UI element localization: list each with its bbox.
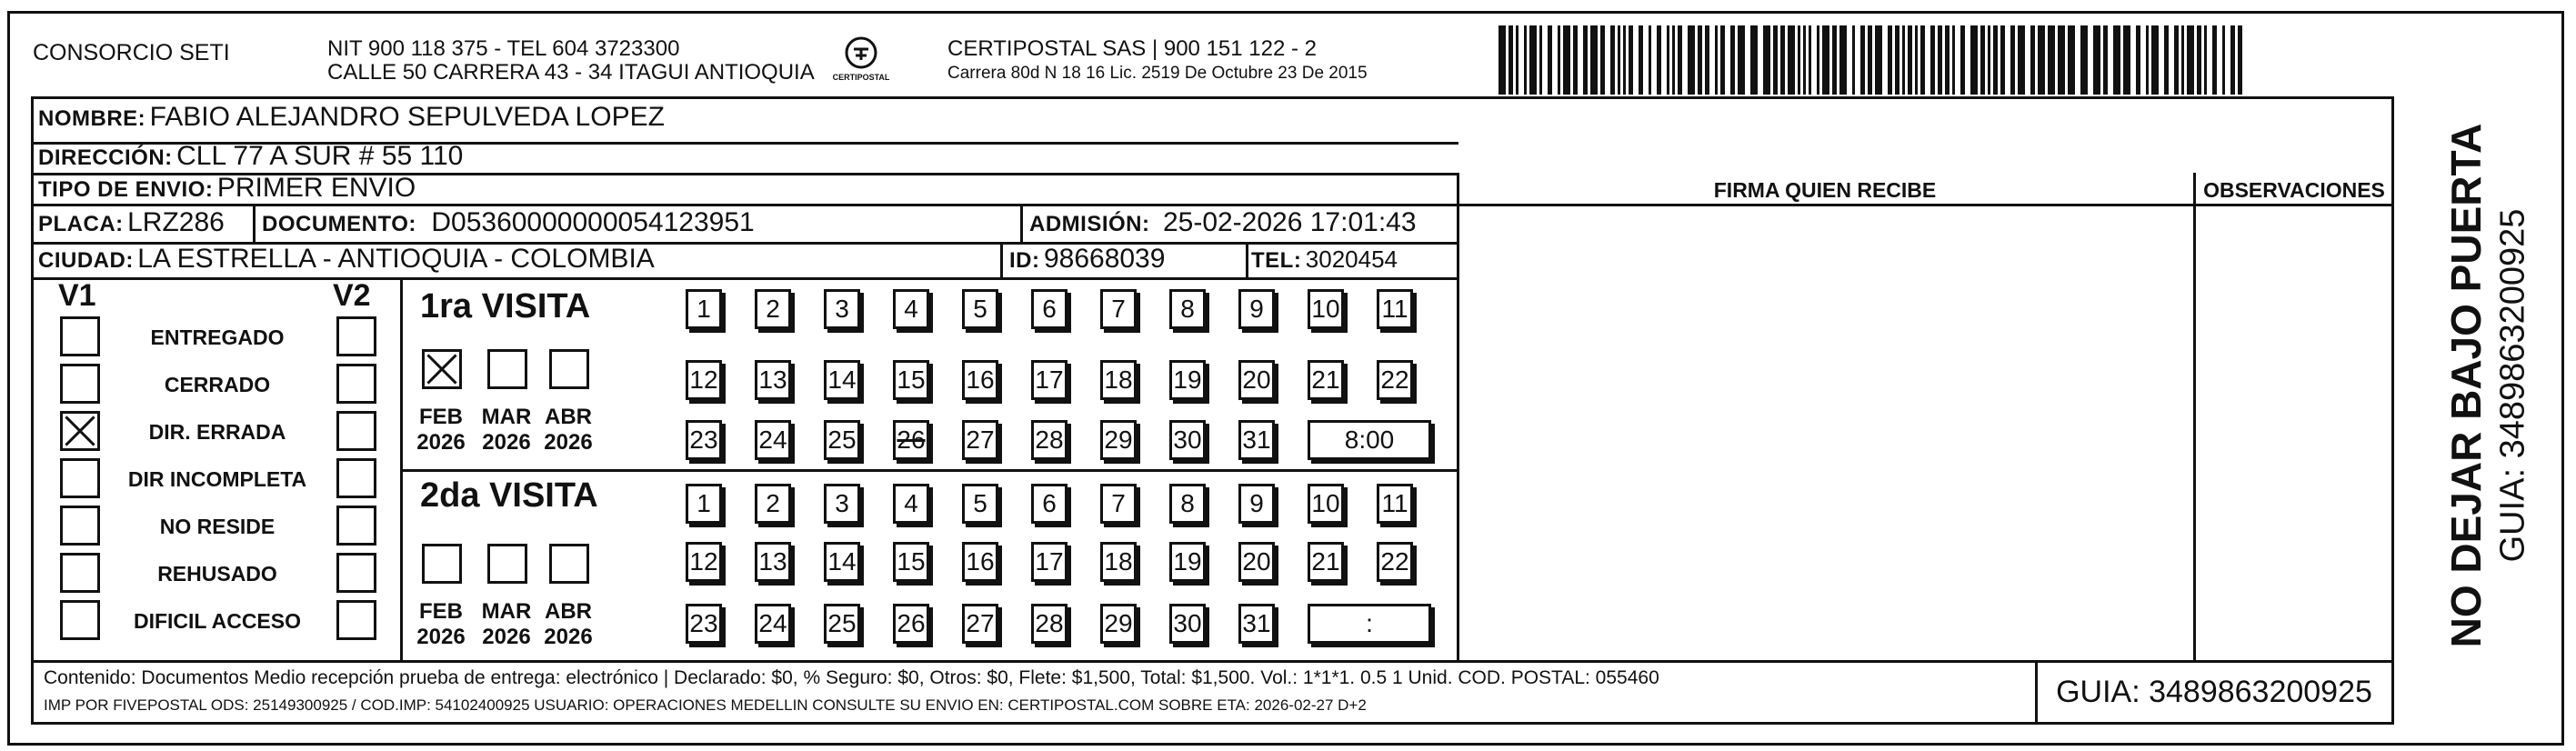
barcode-bar (2113, 25, 2120, 95)
barcode-bar (1672, 25, 1675, 95)
barcode-bar (1715, 25, 1718, 95)
second-month-year: 2026 (482, 625, 531, 649)
first-day-box[interactable]: 2 (755, 289, 791, 329)
first-month-year: 2026 (416, 430, 466, 455)
first-day-box[interactable]: 5 (962, 289, 998, 329)
second-day-box[interactable]: 4 (893, 484, 929, 524)
second-day-box[interactable]: 25 (824, 604, 860, 644)
grid-line (31, 722, 2393, 725)
id-cell (1009, 244, 1165, 275)
barcode-bar (1860, 25, 1865, 95)
barcode-bar (2151, 25, 2159, 95)
status-label: DIR INCOMPLETA (127, 467, 307, 491)
barcode-bar (1730, 25, 1735, 95)
barcode-bar (1529, 25, 1537, 95)
barcode-bar (1667, 25, 1669, 95)
license-line: Carrera 80d N 18 16 Lic. 2519 De Octubre 23 De 2015 (947, 64, 1368, 83)
second-day-box[interactable]: 21 (1308, 542, 1344, 582)
barcode-bar (1952, 25, 1955, 95)
barcode-bar (1920, 25, 1925, 95)
first-month-year: 2026 (482, 430, 531, 455)
barcode-bar (1623, 25, 1626, 95)
v2-checkbox[interactable] (336, 411, 376, 451)
status-label: DIFICIL ACCESO (133, 609, 301, 633)
tel-value: 3020454 (1305, 245, 1398, 273)
barcode-bar (1970, 25, 1978, 95)
ciudad-cell (38, 244, 655, 275)
second-day-box[interactable]: 28 (1031, 604, 1067, 644)
firma-heading: FIRMA QUIEN RECIBE (1713, 178, 1937, 202)
barcode-bar (2000, 25, 2005, 95)
grid-line (2193, 173, 2196, 660)
second-day-box[interactable]: 9 (1238, 484, 1275, 524)
barcode-bar (1852, 25, 1855, 95)
first-month-year: 2026 (544, 430, 593, 455)
barcode-bar (2164, 25, 2169, 95)
v2-checkbox[interactable] (336, 553, 376, 593)
barcode-bar (1763, 25, 1770, 95)
grid-line (1000, 242, 1003, 277)
grid-line (1457, 173, 1459, 660)
observaciones-heading: OBSERVACIONES (2203, 178, 2385, 202)
barcode-bar (2230, 25, 2235, 95)
barcode-bar (2018, 25, 2025, 95)
barcode-bar (1678, 25, 1682, 95)
second-day-box[interactable]: 3 (824, 484, 860, 524)
second-visit-title: 2da VISITA (420, 476, 598, 515)
barcode-bar (1498, 25, 1506, 95)
first-month-label: FEB (419, 405, 463, 429)
barcode-bar (1639, 25, 1643, 95)
second-day-box[interactable]: 27 (962, 604, 998, 644)
second-day-box[interactable]: 16 (962, 542, 998, 582)
second-day-box[interactable]: 23 (686, 604, 722, 644)
barcode-bar (1832, 25, 1837, 95)
barcode-bar (2174, 25, 2179, 95)
admision-value: 25-02-2026 17:01:43 (1162, 207, 1417, 237)
grid-line (31, 96, 2393, 99)
certipostal-line: CERTIPOSTAL SAS | 900 151 122 - 2 (947, 36, 1317, 61)
barcode-bar (1688, 25, 1695, 95)
status-label: NO RESIDE (159, 515, 276, 538)
first-day-box[interactable]: 4 (893, 289, 929, 329)
footer-guia: GUIA: 3489863200925 (2056, 675, 2372, 709)
logo-text: CERTIPOSTAL (832, 73, 890, 82)
second-day-box[interactable]: 11 (1377, 484, 1413, 524)
barcode-bar (1945, 25, 1950, 95)
direccion-value: CLL 77 A SUR # 55 110 (176, 141, 464, 171)
second-month-year: 2026 (544, 625, 593, 649)
first-day-box[interactable]: 12 (686, 360, 722, 400)
barcode-bar (2181, 25, 2184, 95)
first-month-checkbox[interactable] (422, 349, 462, 389)
barcode-bar (1583, 25, 1588, 95)
second-day-box[interactable]: 26 (893, 604, 929, 644)
first-month-checkbox[interactable] (549, 349, 589, 389)
barcode-bar (1908, 25, 1912, 95)
tel-cell (1251, 245, 1398, 274)
documento-cell (262, 207, 755, 238)
second-day-box[interactable]: 14 (824, 542, 860, 582)
second-month-label: ABR (545, 599, 592, 624)
barcode-bar (2212, 25, 2217, 95)
barcode-bar (1868, 25, 1872, 95)
first-month-label: ABR (545, 405, 592, 429)
barcode-bar (1988, 25, 1990, 95)
first-visit-title: 1ra VISITA (420, 287, 591, 325)
first-day-box[interactable]: 30 (1169, 420, 1206, 460)
barcode-bar (1773, 25, 1778, 95)
barcode-bar (2080, 25, 2088, 95)
direccion-row (38, 141, 463, 172)
barcode-bar (1558, 25, 1560, 95)
barcode-bar (1875, 25, 1882, 95)
barcode-bar (2238, 25, 2242, 95)
grid-line (31, 660, 2393, 663)
address-line: CALLE 50 CARRERA 43 - 34 ITAGUI ANTIOQUIA (327, 60, 815, 85)
second-day-box[interactable]: 7 (1100, 484, 1137, 524)
barcode-bar (2010, 25, 2015, 95)
certipostal-logo (829, 33, 893, 89)
ciudad-label: CIUDAD: (38, 248, 134, 273)
barcode-bar (1573, 25, 1578, 95)
barcode-bar (1720, 25, 1725, 95)
barcode-bar (1839, 25, 1847, 95)
barcode-bar (1705, 25, 1709, 95)
barcode-bar (2146, 25, 2149, 95)
second-day-box[interactable]: 8 (1169, 484, 1206, 524)
admision-label: ADMISIÓN: (1029, 212, 1150, 236)
barcode-bar (1657, 25, 1661, 95)
second-day-box[interactable]: 13 (755, 542, 791, 582)
v2-checkbox[interactable] (336, 506, 376, 546)
first-day-box[interactable]: 17 (1031, 360, 1067, 400)
barcode-bar (1803, 25, 1806, 95)
barcode (1498, 25, 2253, 95)
v2-checkbox[interactable] (336, 316, 376, 356)
barcode-bar (2123, 25, 2130, 95)
second-day-box[interactable]: 31 (1238, 604, 1275, 644)
first-day-box[interactable]: 1 (686, 289, 722, 329)
status-label: CERRADO (164, 373, 271, 396)
first-day-box[interactable]: 31 (1238, 420, 1275, 460)
first-day-box[interactable]: 18 (1100, 360, 1137, 400)
grid-line (253, 204, 256, 242)
barcode-bar (2093, 25, 2100, 95)
status-label: DIR. ERRADA (148, 420, 286, 444)
v1-heading: V1 (58, 278, 96, 313)
barcode-bar (1563, 25, 1570, 95)
barcode-bar (1524, 25, 1527, 95)
barcode-bar (1629, 25, 1633, 95)
first-day-box[interactable]: 8 (1169, 289, 1206, 329)
nombre-value: FABIO ALEJANDRO SEPULVEDA LOPEZ (149, 102, 665, 132)
barcode-bar (1788, 25, 1795, 95)
tipo-envio-label: TIPO DE ENVIO: (38, 177, 214, 202)
second-month-checkbox[interactable] (422, 544, 462, 584)
content-line: Contenido: Documentos Medio recepción prueba de entrega: electrónico | Declarado: $0, % Seguro: $0, Otros: $0, Flete: $1,500, Total: $1,500. Vol.: 1*1*1. 0.5 1 Unid. COD. POSTAL: 055460 (44, 667, 1659, 688)
admision-cell (1029, 207, 1417, 238)
second-day-box[interactable]: 10 (1308, 484, 1344, 524)
barcode-bar (2197, 25, 2201, 95)
first-day-box[interactable]: 23 (686, 420, 722, 460)
second-day-box[interactable]: 12 (686, 542, 722, 582)
barcode-bar (1809, 25, 1811, 95)
side-guia: GUIA: 3489863200925 (2493, 208, 2532, 563)
barcode-bar (1822, 25, 1829, 95)
first-day-box[interactable]: 11 (1377, 289, 1413, 329)
documento-value: D05360000000054123951 (431, 207, 755, 237)
barcode-bar (1618, 25, 1620, 95)
barcode-bar (1930, 25, 1935, 95)
second-month-label: FEB (419, 599, 463, 624)
barcode-bar (1600, 25, 1605, 95)
barcode-bar (1980, 25, 1985, 95)
barcode-bar (1993, 25, 1998, 95)
first-day-box[interactable]: 24 (755, 420, 791, 460)
second-day-box[interactable]: 19 (1169, 542, 1206, 582)
tel-label: TEL: (1251, 248, 1302, 273)
first-day-box[interactable]: 21 (1308, 360, 1344, 400)
barcode-bar (2038, 25, 2045, 95)
status-label: ENTREGADO (150, 325, 285, 349)
first-day-box[interactable]: 20 (1238, 360, 1275, 400)
barcode-bar (1895, 25, 1899, 95)
second-month-year: 2026 (416, 625, 466, 649)
barcode-bar (2222, 25, 2225, 95)
barcode-bar (2136, 25, 2140, 95)
observaciones-area[interactable] (2197, 205, 2390, 658)
first-day-box[interactable]: 7 (1100, 289, 1137, 329)
barcode-bar (1938, 25, 1942, 95)
first-day-box[interactable]: 28 (1031, 420, 1067, 460)
company-name: CONSORCIO SETI (33, 40, 230, 65)
first-time-box[interactable]: 8:00 (1308, 420, 1431, 460)
first-day-box[interactable]: 6 (1031, 289, 1067, 329)
grid-line (31, 96, 34, 725)
second-day-box[interactable]: 30 (1169, 604, 1206, 644)
barcode-bar (1780, 25, 1785, 95)
documento-label: DOCUMENTO: (262, 212, 416, 236)
grid-line (1246, 242, 1248, 277)
second-day-box[interactable]: 5 (962, 484, 998, 524)
barcode-bar (2187, 25, 2194, 95)
tipo-envio-row (38, 173, 416, 204)
barcode-bar (1509, 25, 1513, 95)
id-value: 98668039 (1043, 244, 1166, 274)
barcode-bar (1516, 25, 1519, 95)
grid-line (31, 277, 1458, 280)
first-day-box[interactable]: 16 (962, 360, 998, 400)
barcode-bar (2030, 25, 2035, 95)
barcode-bar (2204, 25, 2207, 95)
v2-checkbox[interactable] (336, 364, 376, 404)
barcode-bar (1915, 25, 1918, 95)
side-warning: NO DEJAR BAJO PUERTA (2442, 123, 2490, 648)
first-day-box[interactable]: 26 (893, 420, 929, 460)
tipo-envio-value: PRIMER ENVIO (216, 173, 416, 203)
first-day-box[interactable]: 19 (1169, 360, 1206, 400)
grid-line (1020, 204, 1023, 242)
imp-line: IMP POR FIVEPOSTAL ODS: 25149300925 / COD.IMP: 54102400925 USUARIO: OPERACIONES MEDELLIN CONSULTE SU ENVIO EN: CERTIPOSTAL.COM SOBRE ETA: 2026-02-27 D+2 (44, 696, 1367, 714)
first-day-box[interactable]: 13 (755, 360, 791, 400)
grid-line (400, 277, 403, 660)
barcode-bar (2058, 25, 2065, 95)
barcode-bar (1902, 25, 1905, 95)
first-day-box[interactable]: 15 (893, 360, 929, 400)
second-day-box[interactable]: 6 (1031, 484, 1067, 524)
second-day-box[interactable]: 29 (1100, 604, 1137, 644)
first-day-box[interactable]: 10 (1308, 289, 1344, 329)
barcode-bar (1960, 25, 1965, 95)
barcode-bar (1888, 25, 1892, 95)
id-label: ID: (1009, 248, 1040, 273)
first-day-box[interactable]: 14 (824, 360, 860, 400)
first-day-box[interactable]: 25 (824, 420, 860, 460)
barcode-bar (1590, 25, 1598, 95)
barcode-bar (1610, 25, 1615, 95)
first-day-box[interactable]: 29 (1100, 420, 1137, 460)
second-day-box[interactable]: 22 (1377, 542, 1413, 582)
firma-area[interactable] (1460, 205, 2191, 658)
v2-heading: V2 (333, 278, 371, 313)
v2-checkbox[interactable] (336, 458, 376, 498)
first-day-box[interactable]: 3 (824, 289, 860, 329)
barcode-bar (1539, 25, 1542, 95)
second-day-box[interactable]: 20 (1238, 542, 1275, 582)
barcode-bar (2048, 25, 2055, 95)
placa-label: PLACA: (38, 212, 124, 236)
second-month-checkbox[interactable] (549, 544, 589, 584)
barcode-bar (1738, 25, 1745, 95)
barcode-bar (2068, 25, 2075, 95)
second-day-box[interactable]: 2 (755, 484, 791, 524)
nombre-label: NOMBRE: (38, 106, 146, 131)
first-month-checkbox[interactable] (487, 349, 527, 389)
first-day-box[interactable]: 27 (962, 420, 998, 460)
barcode-bar (2103, 25, 2108, 95)
second-day-box[interactable]: 24 (755, 604, 791, 644)
barcode-bar (1750, 25, 1758, 95)
barcode-bar (1698, 25, 1702, 95)
second-day-box[interactable]: 18 (1100, 542, 1137, 582)
ciudad-value: LA ESTRELLA - ANTIOQUIA - COLOMBIA (137, 244, 655, 274)
placa-value: LRZ286 (127, 207, 225, 237)
second-day-box[interactable]: 15 (893, 542, 929, 582)
direccion-label: DIRECCIÓN: (38, 145, 173, 170)
nit-line: NIT 900 118 375 - TEL 604 3723300 (327, 36, 680, 61)
first-day-box[interactable]: 22 (1377, 360, 1413, 400)
barcode-bar (1548, 25, 1552, 95)
status-label: REHUSADO (157, 562, 277, 586)
v2-checkbox[interactable] (336, 600, 376, 640)
first-month-label: MAR (481, 405, 532, 429)
grid-line (400, 469, 1458, 472)
nombre-row (38, 102, 665, 133)
second-day-box[interactable]: 17 (1031, 542, 1067, 582)
barcode-bar (1798, 25, 1800, 95)
second-month-checkbox[interactable] (487, 544, 527, 584)
barcode-bar (1817, 25, 1819, 95)
placa-cell (38, 207, 225, 238)
barcode-bar (1649, 25, 1651, 95)
second-time-box[interactable]: : (1308, 604, 1431, 644)
first-day-box[interactable]: 9 (1238, 289, 1275, 329)
second-month-label: MAR (481, 599, 532, 624)
second-day-box[interactable]: 1 (686, 484, 722, 524)
